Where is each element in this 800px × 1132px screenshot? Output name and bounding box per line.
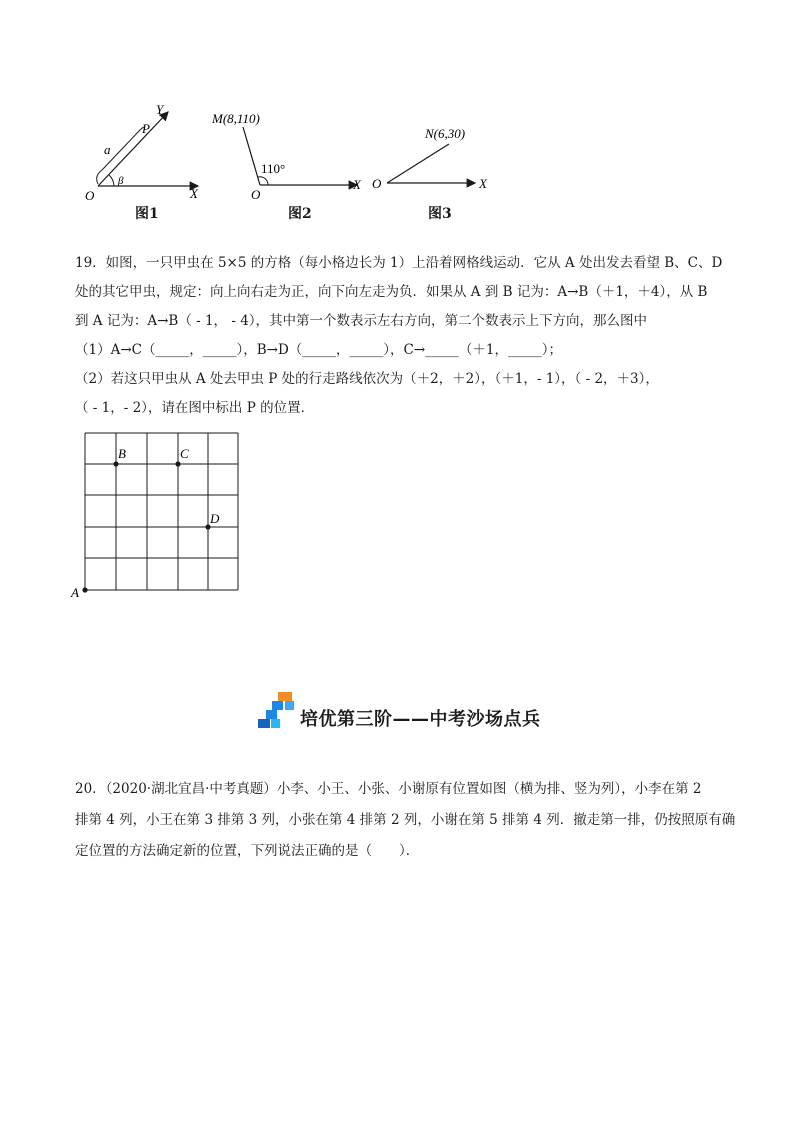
label-angle: 110°: [261, 161, 286, 176]
beetle-grid: [65, 425, 250, 605]
figure-1-caption: 图1: [135, 206, 159, 222]
figure-3-diagram: [365, 120, 505, 200]
label-a: a: [104, 142, 111, 157]
point-a: [82, 587, 87, 592]
figure-1-diagram: [80, 100, 210, 205]
label-x: X: [190, 186, 198, 201]
angle-beta-arc: [109, 175, 114, 186]
label-b: B: [118, 446, 126, 461]
label-x: X: [353, 177, 361, 192]
label-n: N(6,30): [425, 126, 466, 141]
label-o: O: [251, 187, 261, 202]
q19-line-1: 19．如图，一只甲虫在 5×5 的方格（每小格边长为 1）上沿着网格线运动．它从 A 处出发去看望 B、C、D: [75, 255, 723, 271]
q19-line-6: （ - 1，- 2），请在图中标出 P 的位置．: [75, 400, 315, 416]
ray-on-line: [387, 144, 449, 183]
q19-line-2: 处的其它甲虫，规定：向上向右走为正，向下向左走为负．如果从 A 到 B 记为：A→B（＋1，＋4），从 B: [75, 284, 708, 300]
figure-2-caption: 图2: [288, 206, 312, 222]
label-beta: β: [118, 175, 124, 187]
label-o: O: [372, 176, 382, 191]
section-title: 培优第三阶——中考沙场点兵: [300, 709, 541, 730]
q20-line-3: 定位置的方法确定新的位置，下列说法正确的是（ ）．: [75, 843, 420, 859]
q19-line-4: （1）A→C（_____，_____），B→D（_____，_____），C→_____（＋1，_____）；: [75, 342, 563, 358]
label-m: M(8,110): [212, 111, 260, 126]
label-a: A: [71, 585, 79, 600]
q20-line-2: 排第 4 列，小王在第 3 排第 3 列，小张在第 4 排第 2 列，小谢在第 5 排第 4 列．撤走第一排，仍按照原有确: [75, 812, 736, 828]
stairs-blocks-icon: [258, 692, 300, 730]
ray-om-line: [243, 127, 260, 185]
label-p: P: [142, 121, 150, 136]
point-b: [113, 461, 118, 466]
label-o: O: [85, 188, 95, 203]
label-y: Y: [156, 102, 164, 117]
point-c: [175, 461, 180, 466]
q19-line-5: （2）若这只甲虫从 A 处去甲虫 P 处的行走路线依次为（＋2，＋2），（＋1，- 1），（ - 2，＋3），: [75, 371, 659, 387]
figure-2-diagram: [205, 105, 375, 205]
q19-line-3: 到 A 记为：A→B（ - 1， - 4），其中第一个数表示左右方向，第二个数表示上下方向，那么图中: [75, 313, 648, 329]
label-c: C: [180, 446, 189, 461]
q20-line-1: 20．（2020·湖北宜昌·中考真题）小李、小王、小张、小谢原有位置如图（横为排、竖为列），小李在第 2: [75, 781, 702, 797]
figure-3-caption: 图3: [428, 206, 452, 222]
label-x: X: [479, 176, 487, 191]
label-d: D: [210, 511, 220, 526]
